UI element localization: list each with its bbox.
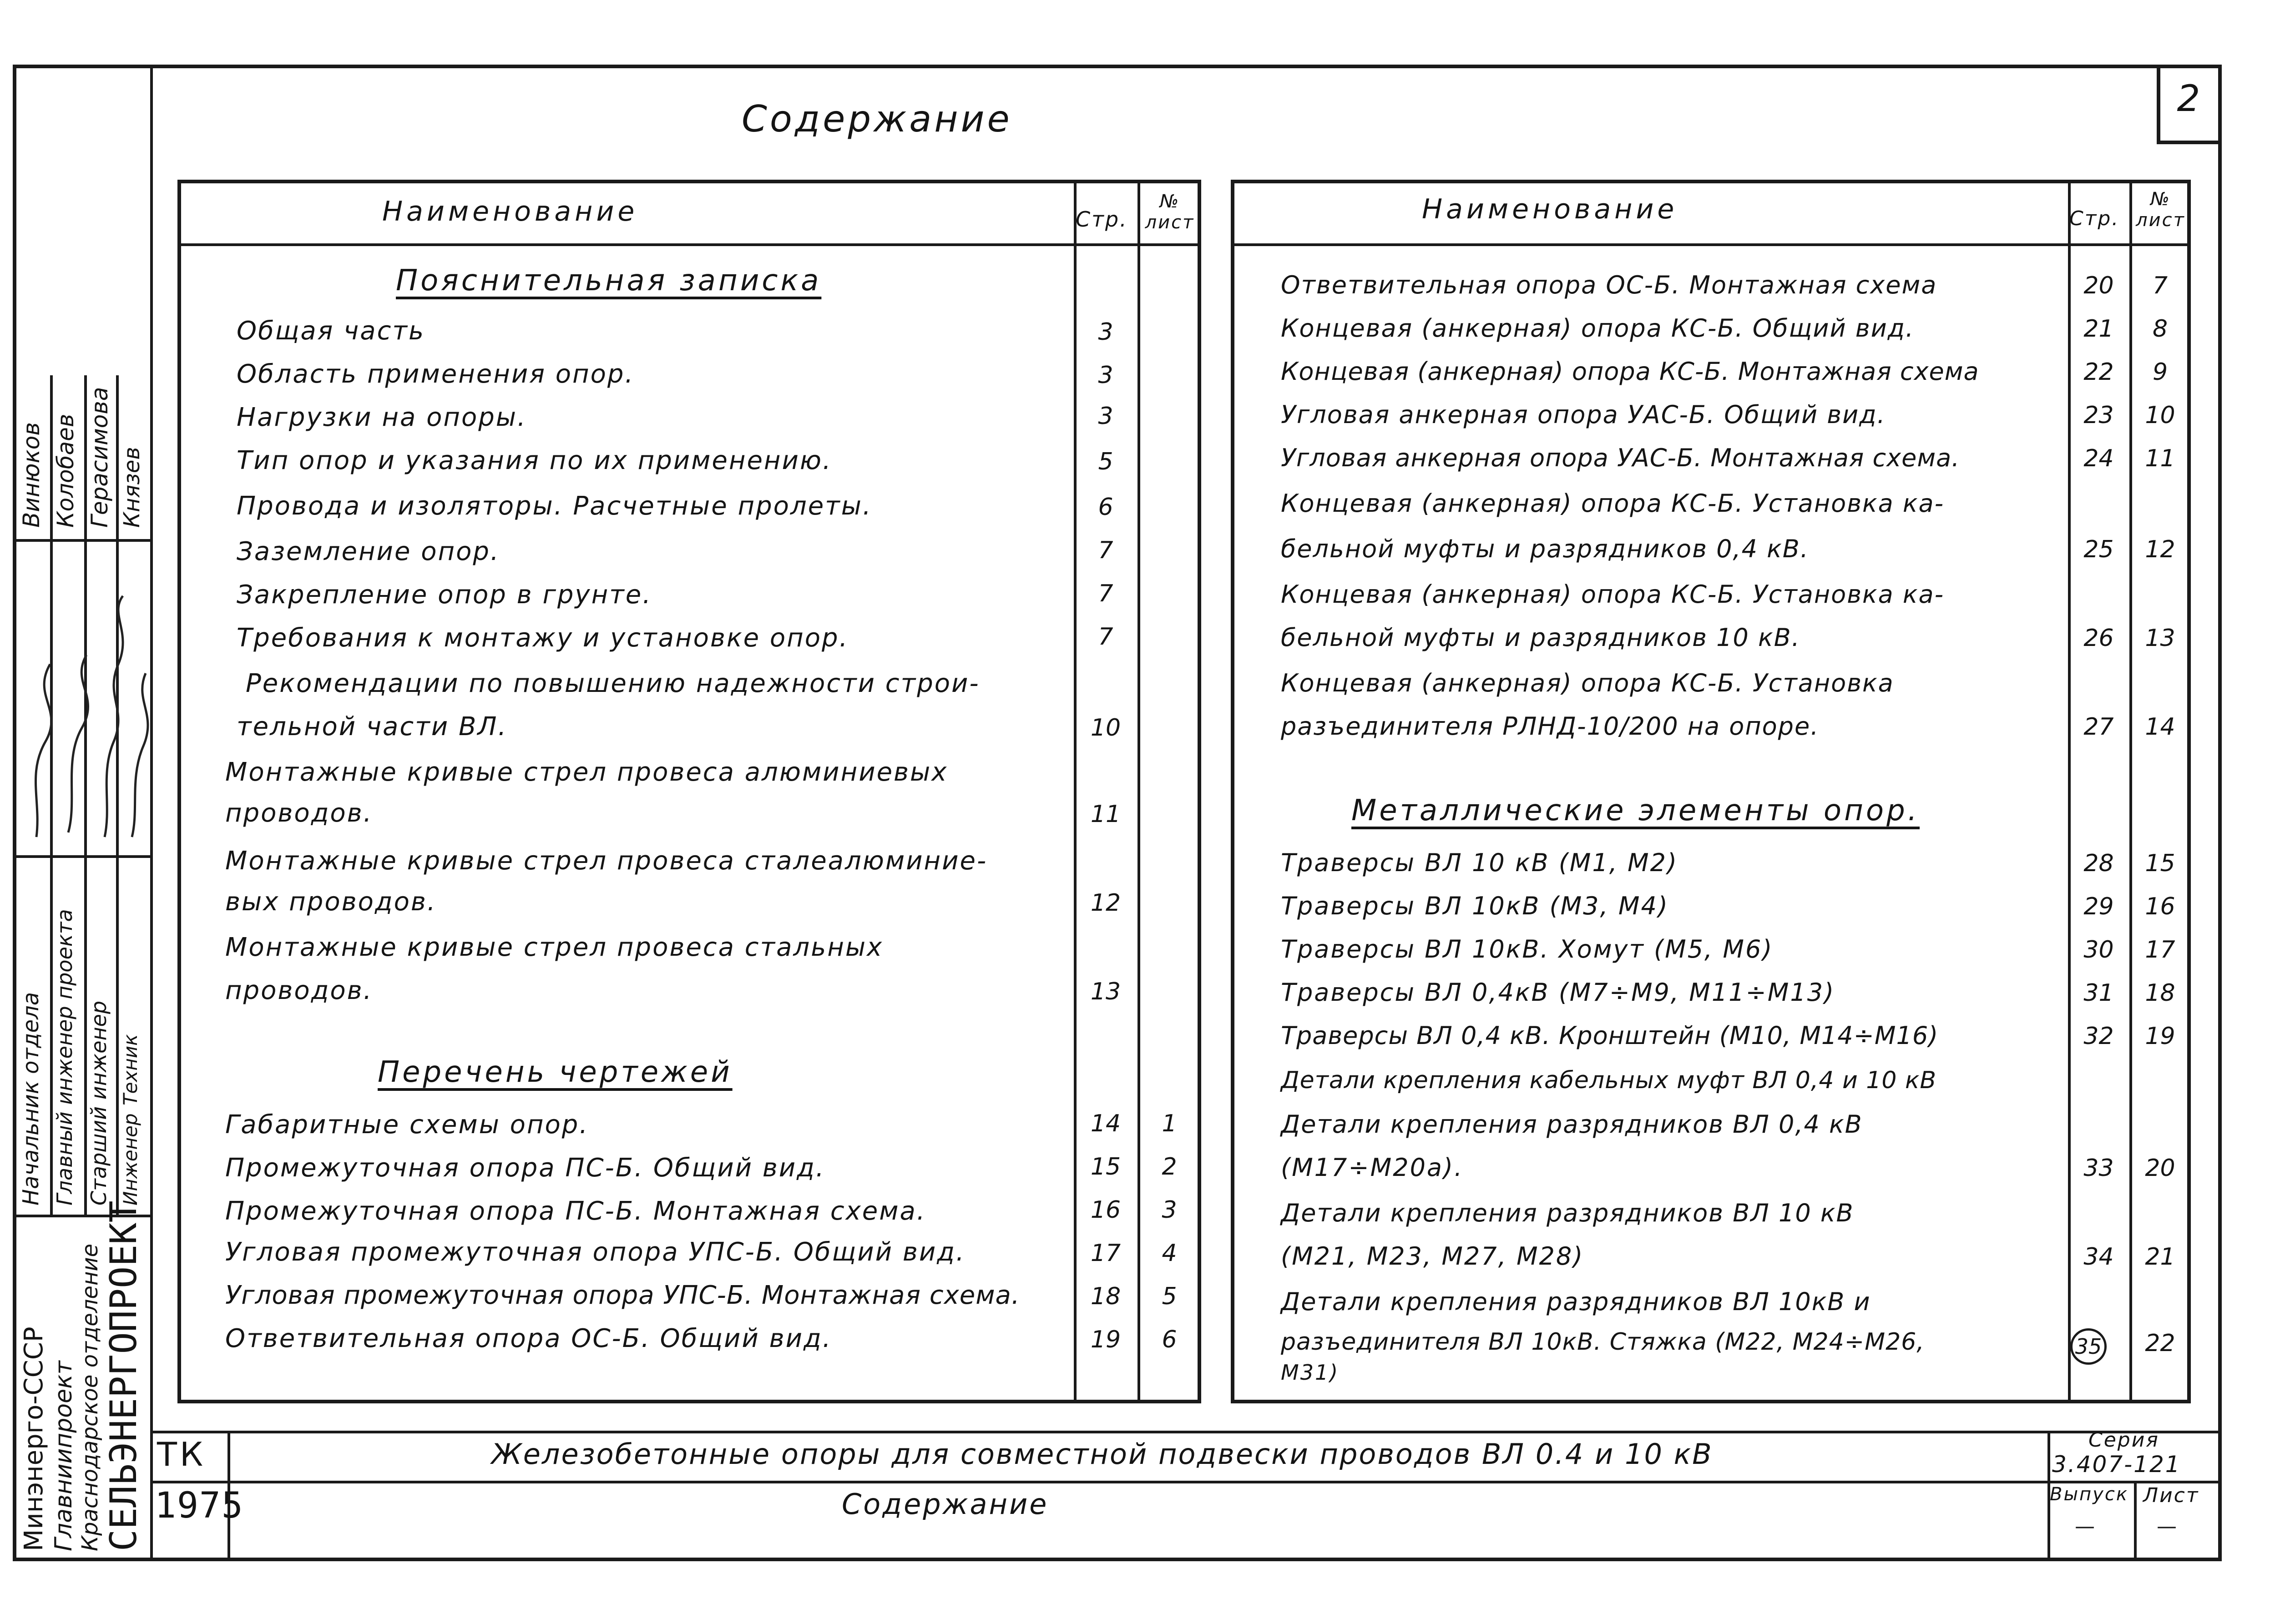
stamp-role-0: Начальник отдела bbox=[18, 992, 44, 1205]
left-row-19: Угловая промежуточная опора УПС-Б. Общий вид. bbox=[225, 1237, 966, 1267]
org-big: СЕЛЬЭНЕРГОПРОЕКТ bbox=[102, 1200, 145, 1551]
left-page-20: 18 bbox=[1090, 1283, 1121, 1310]
right-sheet-2: 9 bbox=[2152, 358, 2168, 386]
right-page-1: 21 bbox=[2083, 315, 2114, 343]
right-page-20: 34 bbox=[2083, 1243, 2114, 1271]
left-page-1: 3 bbox=[1098, 362, 1113, 389]
signatures-graphic bbox=[14, 546, 150, 851]
sheet-title: Содержание bbox=[842, 1488, 1049, 1521]
org-line-0: Минэнерго-СССР bbox=[19, 1326, 49, 1551]
right-sheet-0: 7 bbox=[2152, 272, 2168, 299]
left-row-5: Заземление опор. bbox=[237, 537, 500, 566]
right-row-16: Детали крепления кабельных муфт ВЛ 0,4 и 10 кВ bbox=[1281, 1067, 1937, 1094]
left-row-20: Угловая промежуточная опора УПС-Б. Монтажная схема. bbox=[225, 1281, 1020, 1310]
title-block-issue-divider bbox=[2134, 1481, 2137, 1561]
left-header-sheet: № лист bbox=[1145, 191, 1195, 233]
left-row-9: тельной части ВЛ. bbox=[237, 712, 508, 741]
right-row-22: разъединителя ВЛ 10кВ. Стяжка (М22, М24÷М26, bbox=[1281, 1328, 1925, 1356]
left-row-7: Требования к монтажу и установке опор. bbox=[237, 623, 849, 653]
right-page-18: 33 bbox=[2083, 1155, 2114, 1182]
left-row-3: Тип опор и указания по их применению. bbox=[237, 446, 832, 475]
right-sheet-14: 18 bbox=[2145, 979, 2175, 1007]
right-sheet-18: 20 bbox=[2145, 1155, 2175, 1182]
org-line-1: Главниипроект bbox=[50, 1361, 77, 1551]
frame-left-divider bbox=[150, 65, 153, 1561]
right-sheet-1: 8 bbox=[2152, 315, 2168, 343]
title-block-mid-rule bbox=[150, 1481, 2222, 1483]
right-page-4: 24 bbox=[2083, 445, 2114, 472]
left-page-3: 5 bbox=[1098, 448, 1113, 475]
right-section-1: Металлические элементы опор. bbox=[1351, 794, 1920, 827]
right-row-21: Детали крепления разрядников ВЛ 10кВ и bbox=[1281, 1287, 1871, 1316]
left-page-17: 15 bbox=[1090, 1153, 1121, 1180]
left-sheet-17: 2 bbox=[1162, 1153, 1177, 1180]
left-row-10: Монтажные кривые стрел провеса алюминиевых bbox=[225, 757, 948, 787]
stamp-name-1: Колобаев bbox=[52, 414, 79, 528]
stamp-name-0: Винюков bbox=[18, 422, 45, 528]
left-row-21: Ответвительная опора ОС-Б. Общий вид. bbox=[225, 1324, 832, 1353]
right-row-6: бельной муфты и разрядников 0,4 кВ. bbox=[1281, 535, 1809, 563]
left-row-6: Закрепление опор в грунте. bbox=[237, 580, 652, 610]
left-row-1: Область применения опор. bbox=[237, 359, 635, 389]
left-header-rule bbox=[177, 243, 1201, 246]
left-row-13: вых проводов. bbox=[225, 887, 437, 917]
right-row-15: Траверсы ВЛ 0,4 кВ. Кронштейн (М10, М14÷М16) bbox=[1281, 1021, 1939, 1050]
sheet-number: 2 bbox=[2177, 77, 2202, 120]
left-row-2: Нагрузки на опоры. bbox=[237, 403, 527, 432]
right-page-15: 32 bbox=[2083, 1023, 2114, 1050]
left-row-16: Габаритные схемы опор. bbox=[225, 1110, 589, 1140]
right-row-18: (М17÷М20а). bbox=[1281, 1153, 1464, 1182]
right-page-13: 30 bbox=[2083, 936, 2114, 963]
right-row-14: Траверсы ВЛ 0,4кВ (М7÷М9, М11÷М13) bbox=[1281, 978, 1835, 1007]
left-row-15: проводов. bbox=[225, 976, 373, 1005]
left-page-9: 10 bbox=[1090, 714, 1121, 741]
right-row-2: Концевая (анкерная) опора КС-Б. Монтажная схема bbox=[1281, 357, 1979, 386]
right-page-8: 26 bbox=[2083, 625, 2114, 652]
left-row-4: Провода и изоляторы. Расчетные пролеты. bbox=[237, 491, 872, 521]
right-page-11: 28 bbox=[2083, 850, 2114, 877]
right-row-19: Детали крепления разрядников ВЛ 10 кВ bbox=[1281, 1199, 1854, 1227]
right-row-20: (М21, М23, М27, М28) bbox=[1281, 1242, 1584, 1271]
left-sheet-21: 6 bbox=[1162, 1326, 1177, 1353]
left-row-12: Монтажные кривые стрел провеса сталеалюминие- bbox=[225, 846, 988, 876]
stamp-role-1: Главный инженер проекта bbox=[52, 909, 77, 1205]
stamp-role-4: Техник bbox=[119, 1034, 142, 1105]
left-header-page: Стр. bbox=[1076, 207, 1128, 232]
right-page-10: 27 bbox=[2083, 713, 2114, 741]
left-page-19: 17 bbox=[1090, 1240, 1121, 1267]
title-block-top-rule bbox=[150, 1431, 2222, 1433]
right-page-22: 35 bbox=[2070, 1328, 2107, 1365]
right-row-8: бельной муфты и разрядников 10 кВ. bbox=[1281, 623, 1800, 652]
left-row-8: Рекомендации по повышению надежности строи- bbox=[246, 669, 980, 698]
left-page-16: 14 bbox=[1090, 1110, 1121, 1137]
title-block-code: ТК bbox=[157, 1435, 206, 1473]
left-page-18: 16 bbox=[1090, 1196, 1121, 1224]
title-block-year: 1975 bbox=[155, 1485, 244, 1526]
left-sheet-18: 3 bbox=[1162, 1196, 1177, 1224]
right-row-10: разъединителя РЛНД-10/200 на опоре. bbox=[1281, 712, 1820, 741]
left-header-name: Наименование bbox=[382, 196, 638, 227]
left-sheet-19: 4 bbox=[1162, 1240, 1177, 1267]
stamp-rule-2 bbox=[13, 855, 150, 858]
left-page-0: 3 bbox=[1098, 318, 1113, 346]
stamp-rule-1 bbox=[13, 539, 150, 542]
right-sheet-6: 12 bbox=[2145, 536, 2175, 563]
right-sheet-3: 10 bbox=[2145, 402, 2175, 429]
left-page-6: 7 bbox=[1098, 580, 1113, 607]
right-page-6: 25 bbox=[2083, 536, 2114, 563]
org-line-2: Краснодарское отделение bbox=[77, 1243, 103, 1551]
right-sheet-4: 11 bbox=[2145, 445, 2175, 472]
left-page-7: 7 bbox=[1098, 623, 1113, 651]
issue-label: Выпуск bbox=[2050, 1484, 2128, 1505]
right-row-9: Концевая (анкерная) опора КС-Б. Установка bbox=[1281, 669, 1894, 697]
left-page-2: 3 bbox=[1098, 403, 1113, 430]
left-section-1: Пояснительная записка bbox=[396, 264, 822, 298]
right-row-23: М31) bbox=[1281, 1360, 1340, 1385]
right-header-name: Наименование bbox=[1422, 193, 1678, 225]
series-label: Серия bbox=[2088, 1428, 2159, 1452]
right-header-rule bbox=[1231, 243, 2191, 246]
left-section-2: Перечень чертежей bbox=[378, 1055, 733, 1089]
left-sheet-20: 5 bbox=[1162, 1283, 1177, 1310]
right-sheet-22: 22 bbox=[2145, 1330, 2175, 1357]
left-row-17: Промежуточная опора ПС-Б. Общий вид. bbox=[225, 1153, 825, 1183]
right-sheet-12: 16 bbox=[2145, 893, 2175, 920]
left-page-21: 19 bbox=[1090, 1326, 1121, 1353]
left-page-11: 11 bbox=[1090, 801, 1121, 828]
left-page-13: 12 bbox=[1090, 889, 1121, 917]
stamp-role-2: Старший инженер bbox=[86, 1000, 111, 1205]
right-row-13: Траверсы ВЛ 10кВ. Хомут (М5, М6) bbox=[1281, 935, 1774, 963]
right-row-4: Угловая анкерная опора УАС-Б. Монтажная схема. bbox=[1281, 444, 1960, 472]
left-row-18: Промежуточная опора ПС-Б. Монтажная схема. bbox=[225, 1196, 926, 1226]
right-row-3: Угловая анкерная опора УАС-Б. Общий вид. bbox=[1281, 400, 1886, 429]
right-page-3: 23 bbox=[2083, 402, 2114, 429]
right-sheet-10: 14 bbox=[2145, 713, 2175, 741]
stamp-name-2: Герасимова bbox=[86, 387, 113, 528]
right-sheet-13: 17 bbox=[2145, 936, 2175, 963]
right-page-2: 22 bbox=[2083, 358, 2114, 386]
left-row-0: Общая часть bbox=[237, 316, 425, 346]
left-row-11: проводов. bbox=[225, 798, 373, 828]
sheet-value: — bbox=[2157, 1515, 2177, 1538]
stamp-name-3: Князев bbox=[119, 447, 145, 528]
left-page-5: 7 bbox=[1098, 537, 1113, 564]
issue-value: — bbox=[2075, 1515, 2095, 1538]
left-page-15: 13 bbox=[1090, 978, 1121, 1005]
sheet-label: Лист bbox=[2143, 1484, 2199, 1507]
right-page-14: 31 bbox=[2083, 979, 2114, 1007]
right-row-1: Концевая (анкерная) опора КС-Б. Общий вид. bbox=[1281, 314, 1915, 343]
right-page-12: 29 bbox=[2083, 893, 2114, 920]
right-sheet-8: 13 bbox=[2145, 625, 2175, 652]
right-sheet-15: 19 bbox=[2145, 1023, 2175, 1050]
right-row-0: Ответвительная опора ОС-Б. Монтажная схема bbox=[1281, 271, 1937, 299]
left-row-14: Монтажные кривые стрел провеса стальных bbox=[225, 933, 884, 962]
stamp-role-3b: Инженер bbox=[119, 1113, 142, 1205]
right-page-0: 20 bbox=[2083, 272, 2114, 299]
right-header-sheet: № лист bbox=[2136, 189, 2185, 231]
project-title: Железобетонные опоры для совместной подвески проводов ВЛ 0.4 и 10 кВ bbox=[491, 1437, 1713, 1471]
left-sheet-16: 1 bbox=[1162, 1110, 1177, 1137]
right-sheet-20: 21 bbox=[2145, 1243, 2175, 1271]
right-row-5: Концевая (анкерная) опора КС-Б. Установка ка- bbox=[1281, 489, 1945, 518]
series-number: 3.407-121 bbox=[2052, 1451, 2181, 1478]
right-header-page: Стр. bbox=[2069, 207, 2120, 230]
right-row-17: Детали крепления разрядников ВЛ 0,4 кВ bbox=[1281, 1110, 1863, 1139]
page-title: Содержание bbox=[742, 98, 1012, 140]
right-sheet-11: 15 bbox=[2145, 850, 2175, 877]
right-row-7: Концевая (анкерная) опора КС-Б. Установка ка- bbox=[1281, 580, 1945, 609]
right-row-12: Траверсы ВЛ 10кВ (М3, М4) bbox=[1281, 892, 1669, 920]
right-row-11: Траверсы ВЛ 10 кВ (М1, М2) bbox=[1281, 848, 1678, 877]
left-page-4: 6 bbox=[1098, 494, 1113, 521]
